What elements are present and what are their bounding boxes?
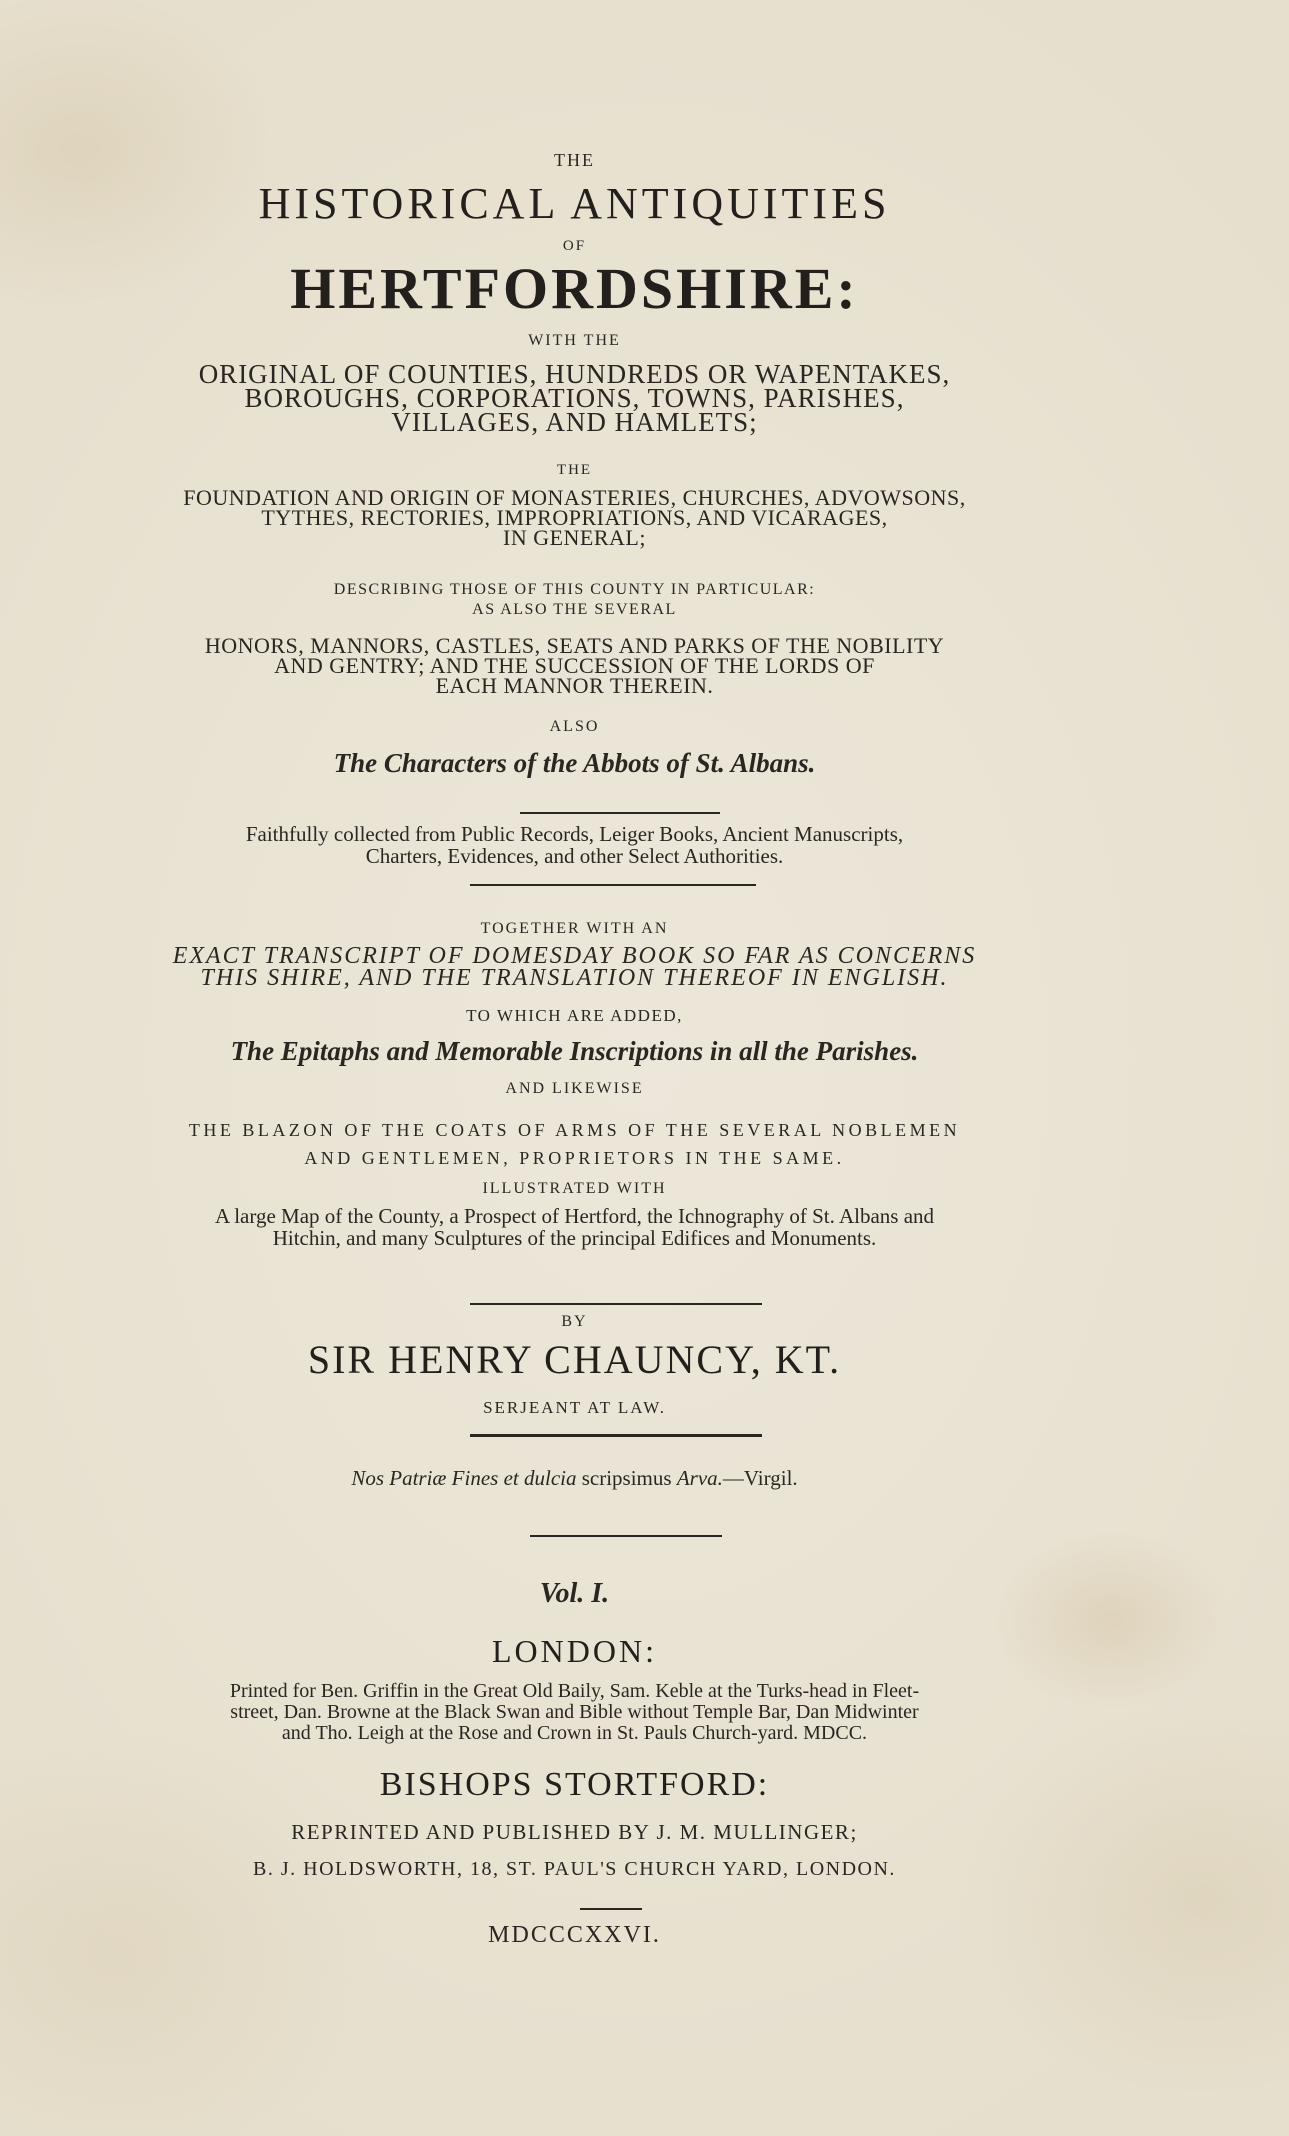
printed-line: Printed for Ben. Griffin in the Great Old Baily, Sam. Keble at the Turks-head in Fleet- xyxy=(229,1680,920,1702)
title-line-1: HISTORICAL ANTIQUITIES xyxy=(258,179,891,228)
original-block xyxy=(0,359,1219,437)
honors-line: HONORS, MANNORS, CASTLES, SEATS AND PARKS OF THE NOBILITY xyxy=(204,633,945,658)
exact-line: THIS SHIRE, AND THE TRANSLATION THEREOF IN ENGLISH. xyxy=(200,965,949,991)
exact-line: EXACT TRANSCRIPT OF DOMESDAY BOOK SO FAR AS CONCERNS xyxy=(172,943,977,969)
motto-roman: scripsimus xyxy=(576,1466,677,1490)
motto-italic: Nos Patriæ Fines et dulcia xyxy=(351,1466,577,1490)
describing-block xyxy=(0,580,1219,620)
author-name: SIR HENRY CHAUNCY, KT. xyxy=(307,1337,842,1382)
divider-rule xyxy=(520,812,720,814)
blazon-line: AND GENTLEMEN, PROPRIETORS IN THE SAME. xyxy=(304,1148,845,1168)
motto-attribution: —Virgil. xyxy=(722,1466,798,1490)
foundation-block xyxy=(0,485,1219,550)
likewise-heading: AND LIKEWISE xyxy=(505,1080,644,1097)
blazon-line: THE BLAZON OF THE COATS OF ARMS OF THE SEVERAL NOBLEMEN xyxy=(188,1120,961,1140)
of-heading: OF xyxy=(562,238,587,254)
with-the: WITH THE xyxy=(528,332,621,349)
original-line: ORIGINAL OF COUNTIES, HUNDREDS OR WAPENTAKES, xyxy=(198,359,951,389)
motto-italic: Arva. xyxy=(676,1466,723,1490)
divider-rule xyxy=(470,884,756,886)
bishops-stortford-imprint: BISHOPS STORTFORD: xyxy=(379,1766,770,1803)
foundation-line: TYTHES, RECTORIES, IMPROPRIATIONS, AND VICARAGES, xyxy=(261,505,888,530)
divider-rule xyxy=(530,1535,722,1537)
describing-line: AS ALSO THE SEVERAL xyxy=(472,601,677,618)
illustrated-heading: ILLUSTRATED WITH xyxy=(482,1180,667,1197)
faithfully-line: Charters, Evidences, and other Select Authorities. xyxy=(365,844,784,868)
foundation-line: FOUNDATION AND ORIGIN OF MONASTERIES, CHURCHES, ADVOWSONS, xyxy=(183,485,966,510)
divider-rule xyxy=(470,1434,762,1437)
holdsworth-line: B. J. HOLDSWORTH, 18, ST. PAUL'S CHURCH YARD, LONDON. xyxy=(253,1858,896,1880)
original-line: BOROUGHS, CORPORATIONS, TOWNS, PARISHES, xyxy=(244,383,905,413)
printed-block xyxy=(0,1681,1219,1744)
exact-block xyxy=(0,945,1219,989)
divider-rule xyxy=(470,1303,762,1305)
printed-line: street, Dan. Browne at the Black Swan and Bible without Temple Bar, Dan Midwinter xyxy=(230,1701,919,1723)
the-heading-2: THE xyxy=(556,462,593,478)
original-line: VILLAGES, AND HAMLETS; xyxy=(391,407,758,437)
title-line-2: HERTFORDSHIRE: xyxy=(290,256,859,321)
honors-block xyxy=(0,633,1219,698)
map-line: A large Map of the County, a Prospect of Hertford, the Ichnography of St. Albans and xyxy=(214,1204,935,1228)
honors-line: EACH MANNOR THEREIN. xyxy=(435,673,714,698)
foundation-line: IN GENERAL; xyxy=(503,525,646,550)
london-imprint: LONDON: xyxy=(492,1633,657,1669)
epitaphs-blackletter: The Epitaphs and Memorable Inscriptions in all the Parishes. xyxy=(230,1036,919,1066)
printed-line: and Tho. Leigh at the Rose and Crown in St. Pauls Church-yard. MDCC. xyxy=(281,1722,868,1744)
together-heading: TOGETHER WITH AN xyxy=(480,920,669,937)
faithfully-line: Faithfully collected from Public Records, Leiger Books, Ancient Manuscripts, xyxy=(245,822,904,846)
map-block xyxy=(0,1205,1219,1249)
to-which-heading: TO WHICH ARE ADDED, xyxy=(466,1006,683,1025)
divider-rule xyxy=(580,1908,642,1910)
honors-line: AND GENTRY; AND THE SUCCESSION OF THE LORDS OF xyxy=(274,653,875,678)
the-heading: THE xyxy=(554,150,595,170)
map-line: Hitchin, and many Sculptures of the principal Edifices and Monuments. xyxy=(272,1226,877,1250)
abbots-blackletter: The Characters of the Abbots of St. Albans. xyxy=(333,748,816,778)
faithfully-block xyxy=(0,823,1219,867)
blazon-block xyxy=(0,1116,1219,1172)
also-heading: ALSO xyxy=(549,718,600,735)
volume-number: Vol. I. xyxy=(539,1578,610,1609)
reprinted-line: REPRINTED AND PUBLISHED BY J. M. MULLINGER; xyxy=(291,1820,858,1844)
by-heading: BY xyxy=(561,1313,588,1330)
author-title: SERJEANT AT LAW. xyxy=(483,1398,666,1417)
virgil-motto xyxy=(0,1466,1219,1491)
publication-date: MDCCCXXVI. xyxy=(488,1922,661,1948)
describing-line: DESCRIBING THOSE OF THIS COUNTY IN PARTICULAR: xyxy=(333,581,816,598)
